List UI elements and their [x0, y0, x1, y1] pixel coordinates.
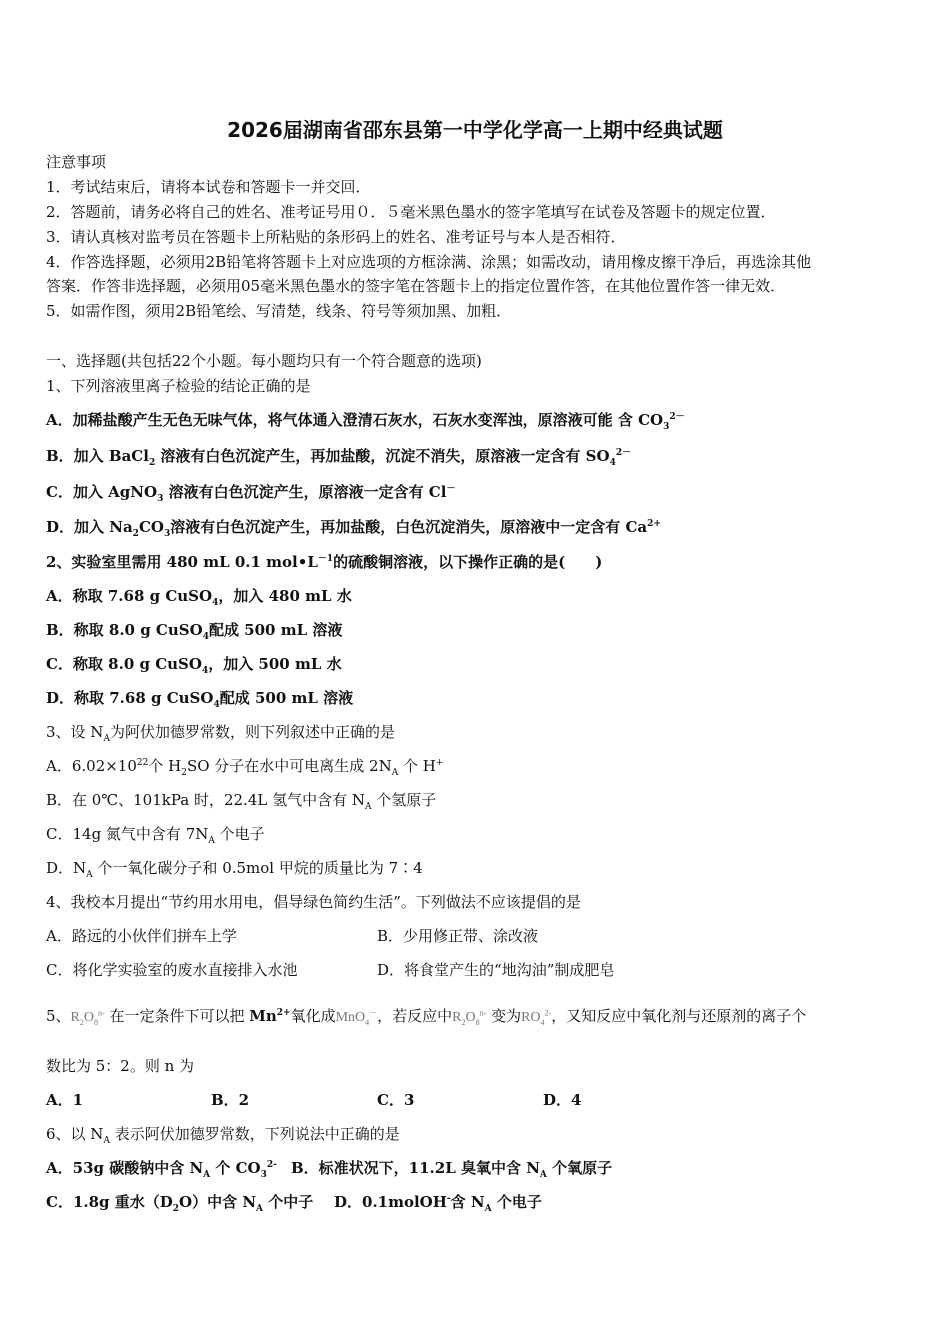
question-4-option-c: C．将化学实验室的废水直接排入水池: [46, 961, 298, 979]
question-4-option-d: D．将食堂产生的“地沟油”制成肥皂: [377, 961, 615, 979]
question-1-option-a: A．加稀盐酸产生无色无味气体，将气体通入澄清石灰水，石灰水变浑浊，原溶液可能 含 $CO_3^{2-}$: [46, 411, 685, 432]
formula-ro4: $RO_4^{2-}$: [521, 1008, 552, 1027]
question-4-option-a: A．路远的小伙伴们拼车上学: [46, 927, 237, 945]
question-1-option-d: D．加入 $Na_2CO_3$溶液有白色沉淀产生，再加盐酸，白色沉淀消失，原溶液中一定含有 $Ca^{2+}$: [46, 518, 661, 539]
section-heading: 一、选择题(共包括22个小题。每小题均只有一个符合题意的选项): [46, 352, 482, 370]
question-6-option-c: C．1.8g 重水$(D_2O)$中含 $N_A$ 个中子: [46, 1193, 314, 1214]
question-1-option-b: B．加入 BaCl$_2$ 溶液有白色沉淀产生，再加盐酸，沉淀不消失，原溶液一定含有 $SO_4^{2-}$: [46, 447, 632, 468]
page-title: 2026届湖南省邵东县第一中学化学高一上期中经典试题: [227, 118, 723, 142]
notice-item: 3．请认真核对监考员在答题卡上所粘贴的条形码上的姓名、准考证号与本人是否相符．: [46, 228, 626, 246]
question-3-stem: 3、设 $N_A$为阿伏加德罗常数，则下列叙述中正确的是: [46, 723, 395, 744]
question-2-stem: 2、实验室里需用 480 mL 0.1 $mol•L^{-1}$的硫酸铜溶液，以下操作正确的是( ): [46, 553, 603, 571]
question-5-option-b: B．2: [211, 1091, 250, 1109]
question-6-stem: 6、以 $N_A$ 表示阿伏加德罗常数，下列说法中正确的是: [46, 1125, 400, 1146]
notice-item: 答案．作答非选择题，必须用05毫米黑色墨水的签字笔在答题卡上的指定位置作答，在其他位置作答一律无效．: [46, 277, 786, 295]
notice-item: 4．作答选择题，必须用2B铅笔将答题卡上对应选项的方框涂满、涂黑；如需改动，请用橡皮擦干净后，再选涂其他: [46, 253, 812, 271]
question-6-option-d: D．0.1molOH-含 $N_A$ 个电子: [334, 1193, 542, 1214]
question-1-option-c: C．加入 AgNO$_3$ 溶液有白色沉淀产生，原溶液一定含有 Cl－: [46, 483, 456, 504]
question-6-option-a: A．53g 碳酸钠中含 $N_A$ 个 $CO_3^{2-}$: [46, 1159, 277, 1180]
question-5-option-a: A．1: [46, 1091, 84, 1109]
question-4-stem: 4、我校本月提出“节约用水用电，倡导绿色简约生活”。下列做法不应该提倡的是: [46, 893, 581, 911]
question-5-option-d: D．4: [543, 1091, 582, 1109]
question-3-option-a: A．$6.02\times 10^{22}$个 $H_2SO$ 分子在水中可电离生成 $2N_A$ 个 H+: [46, 757, 444, 778]
question-5-option-c: C．3: [377, 1091, 415, 1109]
notice-item: 5．如需作图，须用2B铅笔绘、写清楚，线条、符号等须加黑、加粗．: [46, 302, 512, 320]
question-3-option-c: C．14g 氮气中含有 $7N_A$ 个电子: [46, 825, 265, 846]
question-4-option-b: B．少用修正带、涂改液: [377, 927, 539, 945]
question-5-stem: 5、$R_2O_8^{n-}$ 在一定条件下可以把 $Mn^{2+}$氧化成MnO$_4$－，若反应中$R_2O_8^{n-}$ 变为$RO_4^{2-}$，又知反应中氧化剂与还原剂的离子个: [46, 1007, 807, 1027]
formula-mno4: MnO$_4$－: [335, 1008, 378, 1027]
question-2-option-a: A．称取 7.68 g CuSO$_4$，加入 480 mL 水: [46, 587, 352, 608]
question-2-option-d: D．称取 7.68 g CuSO$_4$配成 500 mL 溶液: [46, 689, 354, 710]
question-5-stem-line2: 数比为 5：2。则 n 为: [46, 1057, 195, 1075]
question-1-stem: 1、下列溶液里离子检验的结论正确的是: [46, 377, 311, 395]
question-3-option-d: D．$N_A$ 个一氧化碳分子和 0.5mol 甲烷的质量比为 7∶4: [46, 859, 423, 880]
notice-item: 1．考试结束后，请将本试卷和答题卡一并交回．: [46, 178, 371, 196]
formula-r2o8: $R_2O_8^{n-}$: [452, 1008, 487, 1027]
notice-item: 2．答题前，请务必将自己的姓名、准考证号用０．５毫米黑色墨水的签字笔填写在试卷及答题卡的规定位置．: [46, 203, 776, 221]
question-2-option-b: B．称取 8.0 g CuSO$_4$配成 500 mL 溶液: [46, 621, 343, 642]
notice-heading: 注意事项: [46, 153, 107, 171]
question-6-option-b: B．标准状况下，11.2L 臭氧中含 $N_A$ 个氧原子: [291, 1159, 613, 1180]
question-3-option-b: B．在 0℃、101kPa 时，22.4L 氢气中含有 $N_A$ 个氢原子: [46, 791, 437, 812]
question-2-option-c: C．称取 8.0 g CuSO$_4$，加入 500 mL 水: [46, 655, 342, 676]
formula-r2o8: $R_2O_8^{n-}$: [70, 1008, 105, 1027]
